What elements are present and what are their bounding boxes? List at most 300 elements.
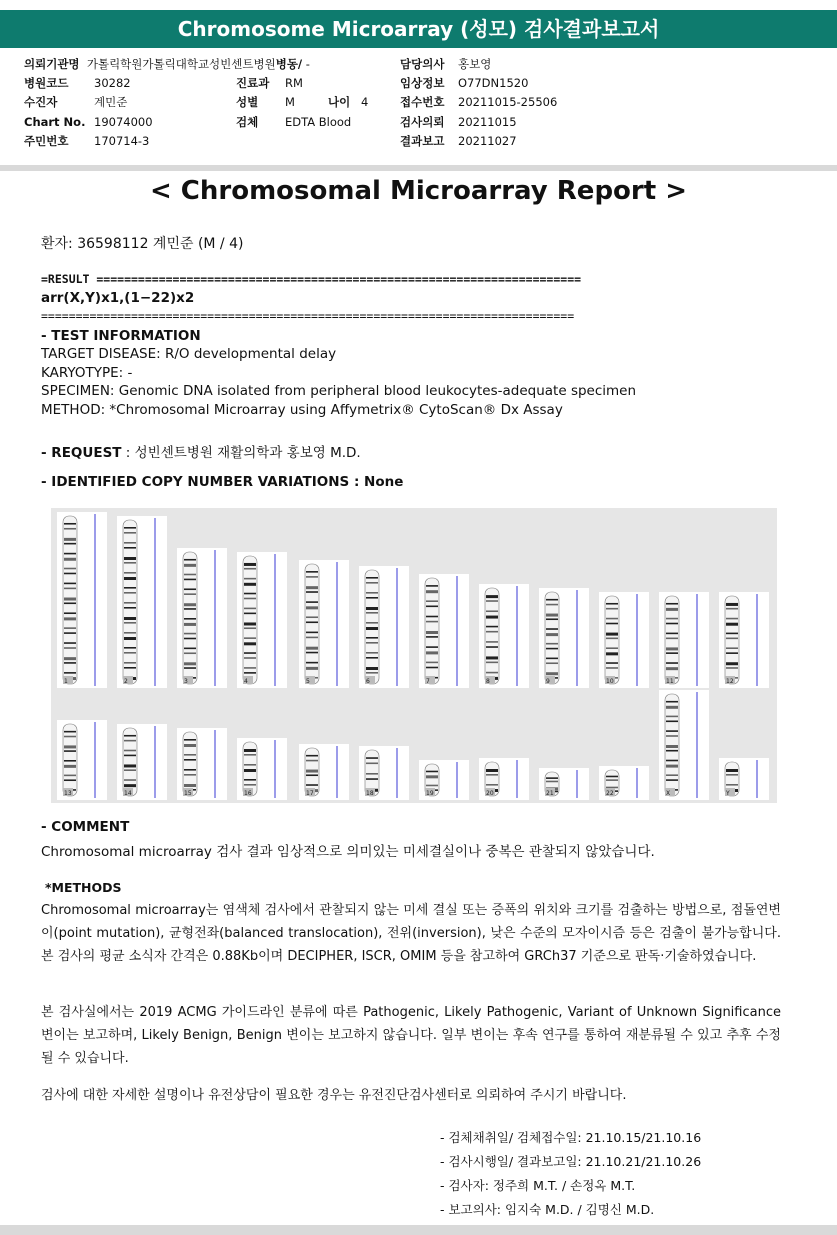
chromosome-label: 20 xyxy=(486,790,494,797)
chromosome-band xyxy=(306,662,318,664)
chromosome-band xyxy=(64,731,76,733)
chromosome-band xyxy=(666,647,678,650)
chromosome-band xyxy=(124,562,136,564)
accession-value: 20211015-25506 xyxy=(458,95,558,109)
chromosome-band xyxy=(606,603,618,605)
chromosome-band xyxy=(124,779,136,781)
chromosome-band xyxy=(726,652,738,654)
chromosome-label: 12 xyxy=(726,678,734,685)
chromosome-band xyxy=(306,667,318,670)
chromosome-band xyxy=(244,583,256,586)
chromosome-label: 2 xyxy=(124,678,128,685)
chromosome-band xyxy=(64,558,76,561)
chromosome-band xyxy=(426,621,438,623)
test-info-heading: - TEST INFORMATION xyxy=(41,328,201,344)
chromosome-band xyxy=(366,582,378,584)
chromosome-band xyxy=(666,735,678,737)
chromosome-band xyxy=(124,750,136,752)
chromosome-band xyxy=(244,764,256,766)
chromosome-band xyxy=(546,633,558,636)
chromosome-band xyxy=(426,646,438,648)
chromosome-band xyxy=(666,721,678,723)
chromosome-band xyxy=(64,602,76,604)
chromosome-band xyxy=(64,612,76,614)
chromosome-band xyxy=(184,623,196,626)
chromosome-band xyxy=(184,618,196,620)
methods-paragraph-2: 본 검사실에서는 2019 ACMG 가이드라인 분류에 따른 Pathogenic, Likely Pathogenic, Variant of Unknown Significance 변이는 보고하며, Likely Benign, Benign 변이는 보고하지 않습니다. 일부 변이는 후속 연구를 통하여 재분류될 수 있고 추후 수정될 수 있습니다. xyxy=(41,1005,781,1066)
chromosome-band xyxy=(124,784,136,787)
chromosome-band xyxy=(666,706,678,709)
dept-label: 진료과 xyxy=(236,76,270,90)
chromosome-band xyxy=(184,608,196,610)
chromosome-band xyxy=(606,633,618,636)
chromosome-band xyxy=(366,637,378,639)
chromosome-band xyxy=(124,557,136,560)
chromosome-band xyxy=(486,646,498,648)
chromosome-band xyxy=(64,588,76,590)
chromosome-band xyxy=(124,735,136,737)
request-heading: - REQUEST xyxy=(41,445,122,461)
chromosome-band xyxy=(726,647,738,649)
chromosome-band xyxy=(306,760,318,762)
chromosome-band xyxy=(306,632,318,634)
chromosome-band xyxy=(726,633,738,635)
chromosome-band xyxy=(64,642,76,644)
chromosome-band xyxy=(184,759,196,761)
id-value: 170714-3 xyxy=(94,134,150,148)
chromosome-band xyxy=(486,784,498,786)
chromosome-band xyxy=(64,765,76,768)
chromosome-band xyxy=(124,542,136,544)
chromosome-label: 5 xyxy=(306,678,310,685)
doctor-label: 담당의사 xyxy=(400,57,445,71)
chromosome-5 xyxy=(305,564,319,684)
chromosome-band xyxy=(244,652,256,654)
chromosome-label: 10 xyxy=(606,678,614,685)
clinical-label: 임상정보 xyxy=(400,76,445,90)
chromosome-8 xyxy=(485,588,499,684)
chromosome-band xyxy=(124,755,136,757)
chromosome-band xyxy=(306,606,318,609)
chromosome-band xyxy=(486,631,498,633)
chromosome-label: 15 xyxy=(184,790,192,797)
chromosome-band xyxy=(426,651,438,654)
chromosome-band xyxy=(184,739,196,741)
chromosome-band xyxy=(64,568,76,570)
chromosome-band xyxy=(666,618,678,620)
chromosome-band xyxy=(64,627,76,629)
chromosome-band xyxy=(426,662,438,664)
chromosome-band xyxy=(486,616,498,619)
result-value: arr(X,Y)x1,(1−22)x2 xyxy=(41,290,195,306)
chromosome-label: 8 xyxy=(486,678,490,685)
chromosome-band xyxy=(184,667,196,669)
chromosome-band xyxy=(244,637,256,639)
chromosome-band xyxy=(606,608,618,610)
chromosome-band xyxy=(244,627,256,629)
specimen-line: SPECIMEN: Genomic DNA isolated from peripheral blood leukocytes-adequate specimen xyxy=(41,383,637,399)
chromosome-band xyxy=(124,667,136,669)
chromosome-band xyxy=(64,538,76,541)
chromosome-band xyxy=(486,672,498,674)
chromosome-band xyxy=(64,573,76,575)
chromosome-band xyxy=(726,769,738,772)
chromosome-label: 6 xyxy=(366,678,370,685)
chromosome-band xyxy=(546,658,558,660)
chromosome-band xyxy=(426,600,438,602)
chromosome-band xyxy=(426,771,438,773)
chromosome-label: 7 xyxy=(426,678,430,685)
chromosome-band xyxy=(124,632,136,634)
chromosome-band xyxy=(244,784,256,786)
chromosome-band xyxy=(366,667,378,670)
chromosome-band xyxy=(426,775,438,778)
chromosome-band xyxy=(184,579,196,581)
chromosome-band xyxy=(606,667,618,669)
chromosome-band xyxy=(666,745,678,748)
chromosome-band xyxy=(64,528,76,530)
chromosome-band xyxy=(606,638,618,640)
chromosome-band xyxy=(366,773,378,775)
chromosome-band xyxy=(546,662,558,664)
chromosome-label: 4 xyxy=(244,678,248,685)
chromosome-label: 3 xyxy=(184,678,188,685)
chromosome-band xyxy=(64,662,76,664)
section-divider xyxy=(0,165,837,171)
request-date-value: 20211015 xyxy=(458,115,517,129)
chromosome-band xyxy=(184,652,196,654)
bottom-divider xyxy=(0,1225,837,1235)
clinical-value: O77DN1520 xyxy=(458,76,529,90)
target-disease: TARGET DISEASE: R/O developmental delay xyxy=(41,346,337,362)
chromosome-band xyxy=(366,757,378,759)
chromosome-band xyxy=(124,527,136,529)
chromosome-band xyxy=(666,765,678,768)
chromosome-band xyxy=(306,616,318,618)
chromosome-band xyxy=(184,633,196,635)
chromosome-band xyxy=(184,754,196,756)
chromosome-band xyxy=(486,662,498,664)
chromosome-band xyxy=(306,601,318,603)
chromosome-band xyxy=(606,662,618,664)
chromosome-band xyxy=(64,672,76,674)
chromosome-band xyxy=(244,578,256,580)
sex-value: M xyxy=(285,95,295,109)
chromosome-band xyxy=(244,779,256,781)
chromosome-band xyxy=(184,784,196,787)
chromosome-band xyxy=(124,647,136,649)
chromosome-band xyxy=(426,616,438,618)
hospital-code-value: 30282 xyxy=(94,76,131,90)
chromosome-band xyxy=(486,769,498,772)
chromosome-band xyxy=(306,621,318,623)
chromosome-band xyxy=(64,617,76,620)
chromosome-label: 21 xyxy=(546,790,554,797)
chromosome-band xyxy=(184,593,196,595)
chromosome-band xyxy=(64,745,76,748)
chromosome-band xyxy=(124,617,136,620)
chromosome-band xyxy=(184,774,196,776)
chromosome-band xyxy=(666,750,678,752)
chromosome-band xyxy=(426,631,438,634)
comment-heading: - COMMENT xyxy=(41,819,130,835)
chromosome-band xyxy=(306,755,318,757)
chromosome-band xyxy=(546,643,558,645)
request-value: : 성빈센트병원 재활의학과 홍보영 M.D. xyxy=(121,445,361,461)
cnv-heading: - IDENTIFIED COPY NUMBER VARIATIONS : None xyxy=(41,474,404,490)
chromosome-band xyxy=(546,777,558,779)
chromosome-band xyxy=(666,652,678,654)
methods-paragraph-3: 검사에 대한 자세한 설명이나 유전상담이 필요한 경우는 유전진단검사센터로 의뢰하여 주시기 바랍니다. xyxy=(41,1088,627,1103)
chromosome-band xyxy=(244,769,256,772)
chromosome-band xyxy=(124,769,136,771)
chromosome-band xyxy=(306,637,318,639)
chromosome-band xyxy=(64,775,76,777)
chromosome-band xyxy=(124,607,136,609)
chromosome-band xyxy=(486,656,498,659)
report-title: < Chromosomal Microarray Report > xyxy=(149,176,688,206)
chromosome-band xyxy=(64,736,76,738)
method-line: METHOD: *Chromosomal Microarray using Affymetrix® CytoScan® Dx Assay xyxy=(41,402,563,418)
chromosome-band xyxy=(666,760,678,762)
chromosome-band xyxy=(64,750,76,752)
chromosome-band xyxy=(426,667,438,669)
org-value: 가톨릭학원가톨릭대학교성빈센트병원 xyxy=(86,57,276,71)
chromosome-band xyxy=(366,622,378,624)
chromosome-band xyxy=(486,600,498,602)
chromosome-band xyxy=(366,592,378,594)
chromosome-band xyxy=(726,623,738,626)
chromosome-band xyxy=(606,779,618,781)
org-label: 의뢰기관명 xyxy=(24,57,80,71)
chromosome-label: 11 xyxy=(666,678,674,685)
chromosome-band xyxy=(666,608,678,611)
chromosome-band xyxy=(306,647,318,650)
chromosome-band xyxy=(244,598,256,600)
chromosome-label: 22 xyxy=(606,790,614,797)
chromosome-band xyxy=(606,618,618,620)
chromosome-band xyxy=(64,598,76,601)
chromosome-band xyxy=(306,652,318,654)
chromosome-band xyxy=(64,657,76,660)
chromosome-band xyxy=(184,662,196,665)
chromosome-band xyxy=(184,564,196,567)
chromosome-band xyxy=(666,730,678,732)
chromosome-band xyxy=(124,764,136,767)
chromosome-label: Y xyxy=(726,790,730,797)
report-banner: Chromosome Microarray (성모) 검사결과보고서 xyxy=(0,10,837,48)
chromosome-band xyxy=(546,672,558,675)
chromosome-band xyxy=(306,576,318,578)
chromosome-band xyxy=(426,636,438,638)
chromosome-label: X xyxy=(666,790,671,797)
doctor-value: 홍보영 xyxy=(458,57,492,71)
chromosome-band xyxy=(244,667,256,669)
chromosome-band xyxy=(546,614,558,617)
chromosome-band xyxy=(426,785,438,787)
chromosome-label: 17 xyxy=(306,790,314,797)
result-line: =RESULT ====================================================================== xyxy=(41,272,582,286)
chromosome-band xyxy=(306,571,318,573)
chromosome-band xyxy=(244,622,256,625)
chromosome-band xyxy=(666,623,678,625)
chromosome-band xyxy=(124,592,136,594)
sex-label: 성별 xyxy=(236,95,259,109)
chromosome-band xyxy=(726,784,738,786)
chromosome-band xyxy=(124,602,136,604)
chromosome-9 xyxy=(545,592,559,684)
id-label: 주민번호 xyxy=(24,134,69,148)
specimen-label: 검체 xyxy=(236,115,259,129)
chromosome-band xyxy=(726,638,738,640)
chromosome-label: 14 xyxy=(124,790,132,797)
chromosome-band xyxy=(726,662,738,665)
chromosome-band xyxy=(244,754,256,756)
chromosome-band xyxy=(666,638,678,640)
chromosome-band xyxy=(306,770,318,773)
chromosome-band xyxy=(366,612,378,614)
chromosome-band xyxy=(306,586,318,589)
chromosome-band xyxy=(244,749,256,752)
signature-physicians: - 보고의사: 임지숙 M.D. / 김명신 M.D. xyxy=(440,1202,655,1217)
chromosome-band xyxy=(726,667,738,669)
chromosome-band xyxy=(546,618,558,620)
chromosome-band xyxy=(366,652,378,654)
methods-heading: *METHODS xyxy=(45,880,122,895)
receiver-label: 수진자 xyxy=(24,95,58,109)
chromosome-band xyxy=(184,603,196,606)
chromosome-band xyxy=(64,583,76,585)
chromosome-band xyxy=(486,595,498,598)
karyogram xyxy=(51,508,777,803)
chromosome-band xyxy=(606,623,618,625)
chromosome-band xyxy=(124,622,136,624)
chromosome-band xyxy=(666,701,678,703)
chromosome-band xyxy=(486,626,498,628)
chromosome-band xyxy=(244,563,256,566)
report-date-value: 20211027 xyxy=(458,134,517,148)
chromosome-band xyxy=(184,574,196,576)
ward-value: - xyxy=(305,57,310,71)
chromosome-band xyxy=(546,599,558,601)
chromosome-label: 13 xyxy=(64,790,72,797)
dept-value: RM xyxy=(285,76,303,90)
chromosome-band xyxy=(426,585,438,587)
chromosome-band xyxy=(366,597,378,599)
chromosome-band xyxy=(184,648,196,650)
chromosome-band xyxy=(64,779,76,781)
chromosome-band xyxy=(306,591,318,593)
age-label: 나이 xyxy=(328,95,351,109)
specimen-value: EDTA Blood xyxy=(285,115,352,129)
chromosome-band xyxy=(486,610,498,612)
chromosome-band xyxy=(426,606,438,608)
chromosome-band xyxy=(244,608,256,610)
chromosome-band xyxy=(366,577,378,579)
chromosome-band xyxy=(546,648,558,650)
chromosome-band xyxy=(244,568,256,570)
chart-value: 19074000 xyxy=(94,115,153,129)
methods-paragraph-1: Chromosomal microarray는 염색체 검사에서 관찰되지 않는 미세 결실 또는 증폭의 위치와 크기를 검출하는 방법으로, 점돌연변이(point mutation), 균형전좌(balanced translocation), 전위(inversion), 낮은 수준의 모자이시즘 등은 검출이 불가능합니다. 본 검사의 평균 소식자 간격은 0.88Kb이며 DECIPHER, ISCR, OMIM 등을 참고하여 GRCh37 기준으로 판독·기술하였습니다. xyxy=(41,903,781,964)
request-date-label: 검사의뢰 xyxy=(400,115,445,129)
chromosome-band xyxy=(244,672,256,674)
chart-label: Chart No. xyxy=(24,115,86,129)
chromosome-band xyxy=(184,744,196,747)
chromosome-label: 16 xyxy=(244,790,252,797)
chromosome-band xyxy=(124,587,136,589)
chromosome-band xyxy=(726,618,738,620)
chromosome-band xyxy=(666,774,678,776)
chromosome-label: 1 xyxy=(64,678,68,685)
chromosome-band xyxy=(366,672,378,674)
chromosome-band xyxy=(64,760,76,762)
karyogram-svg xyxy=(51,508,777,803)
chromosome-band xyxy=(64,632,76,634)
report-date-label: 결과보고 xyxy=(400,134,445,148)
chromosome-band xyxy=(124,572,136,574)
chromosome-band xyxy=(666,603,678,605)
chromosome-band xyxy=(726,774,738,776)
chromosome-band xyxy=(726,603,738,606)
patient-line: 환자: 36598112 계민준 (M / 4) xyxy=(41,236,244,252)
chromosome-band xyxy=(366,778,378,780)
chromosome-band xyxy=(486,641,498,643)
chromosome-band xyxy=(184,769,196,771)
chromosome-band xyxy=(666,633,678,635)
chromosome-band xyxy=(64,647,76,649)
chromosome-band xyxy=(606,652,618,655)
chromosome-band xyxy=(486,774,498,776)
chromosome-band xyxy=(124,662,136,664)
chromosome-band xyxy=(666,662,678,664)
chromosome-band xyxy=(726,608,738,610)
chromosome-band xyxy=(124,652,136,654)
chromosome-band xyxy=(666,667,678,670)
result-double-line: ============================================================================= xyxy=(41,309,575,323)
chromosome-band xyxy=(366,627,378,630)
chromosome-band xyxy=(244,613,256,615)
signature-collection-date: - 검체채취일/ 검체접수일: 21.10.15/21.10.16 xyxy=(440,1130,702,1145)
chromosome-label: 19 xyxy=(426,790,434,797)
chromosome-band xyxy=(184,559,196,561)
receiver-value: 계민준 xyxy=(94,95,128,109)
chromosome-band xyxy=(184,588,196,590)
ward-label: 병동/ xyxy=(275,57,303,71)
chromosome-band xyxy=(244,593,256,595)
chromosome-label: 18 xyxy=(366,790,374,797)
chromosome-band xyxy=(244,657,256,659)
chromosome-band xyxy=(124,740,136,742)
chromosome-band xyxy=(606,776,618,778)
chromosome-band xyxy=(244,642,256,645)
signature-technicians: - 검사자: 정주희 M.T. / 손정옥 M.T. xyxy=(440,1178,636,1193)
chromosome-band xyxy=(666,779,678,781)
chromosome-band xyxy=(64,553,76,555)
comment-text: Chromosomal microarray 검사 결과 임상적으로 의미있는 미세결실이나 중복은 관찰되지 않았습니다. xyxy=(41,844,655,860)
chromosome-band xyxy=(124,532,136,534)
chromosome-band xyxy=(606,647,618,649)
chromosome-band xyxy=(666,716,678,718)
chromosome-band xyxy=(366,607,378,610)
chromosome-band xyxy=(124,547,136,549)
chromosome-band xyxy=(306,784,318,786)
karyotype: KARYOTYPE: - xyxy=(41,365,133,381)
chromosome-band xyxy=(366,763,378,765)
signature-test-date: - 검사시행일/ 결과보고일: 21.10.21/21.10.26 xyxy=(440,1154,702,1169)
chromosome-band xyxy=(366,642,378,644)
chromosome-band xyxy=(64,543,76,545)
chromosome-label: 9 xyxy=(546,678,550,685)
